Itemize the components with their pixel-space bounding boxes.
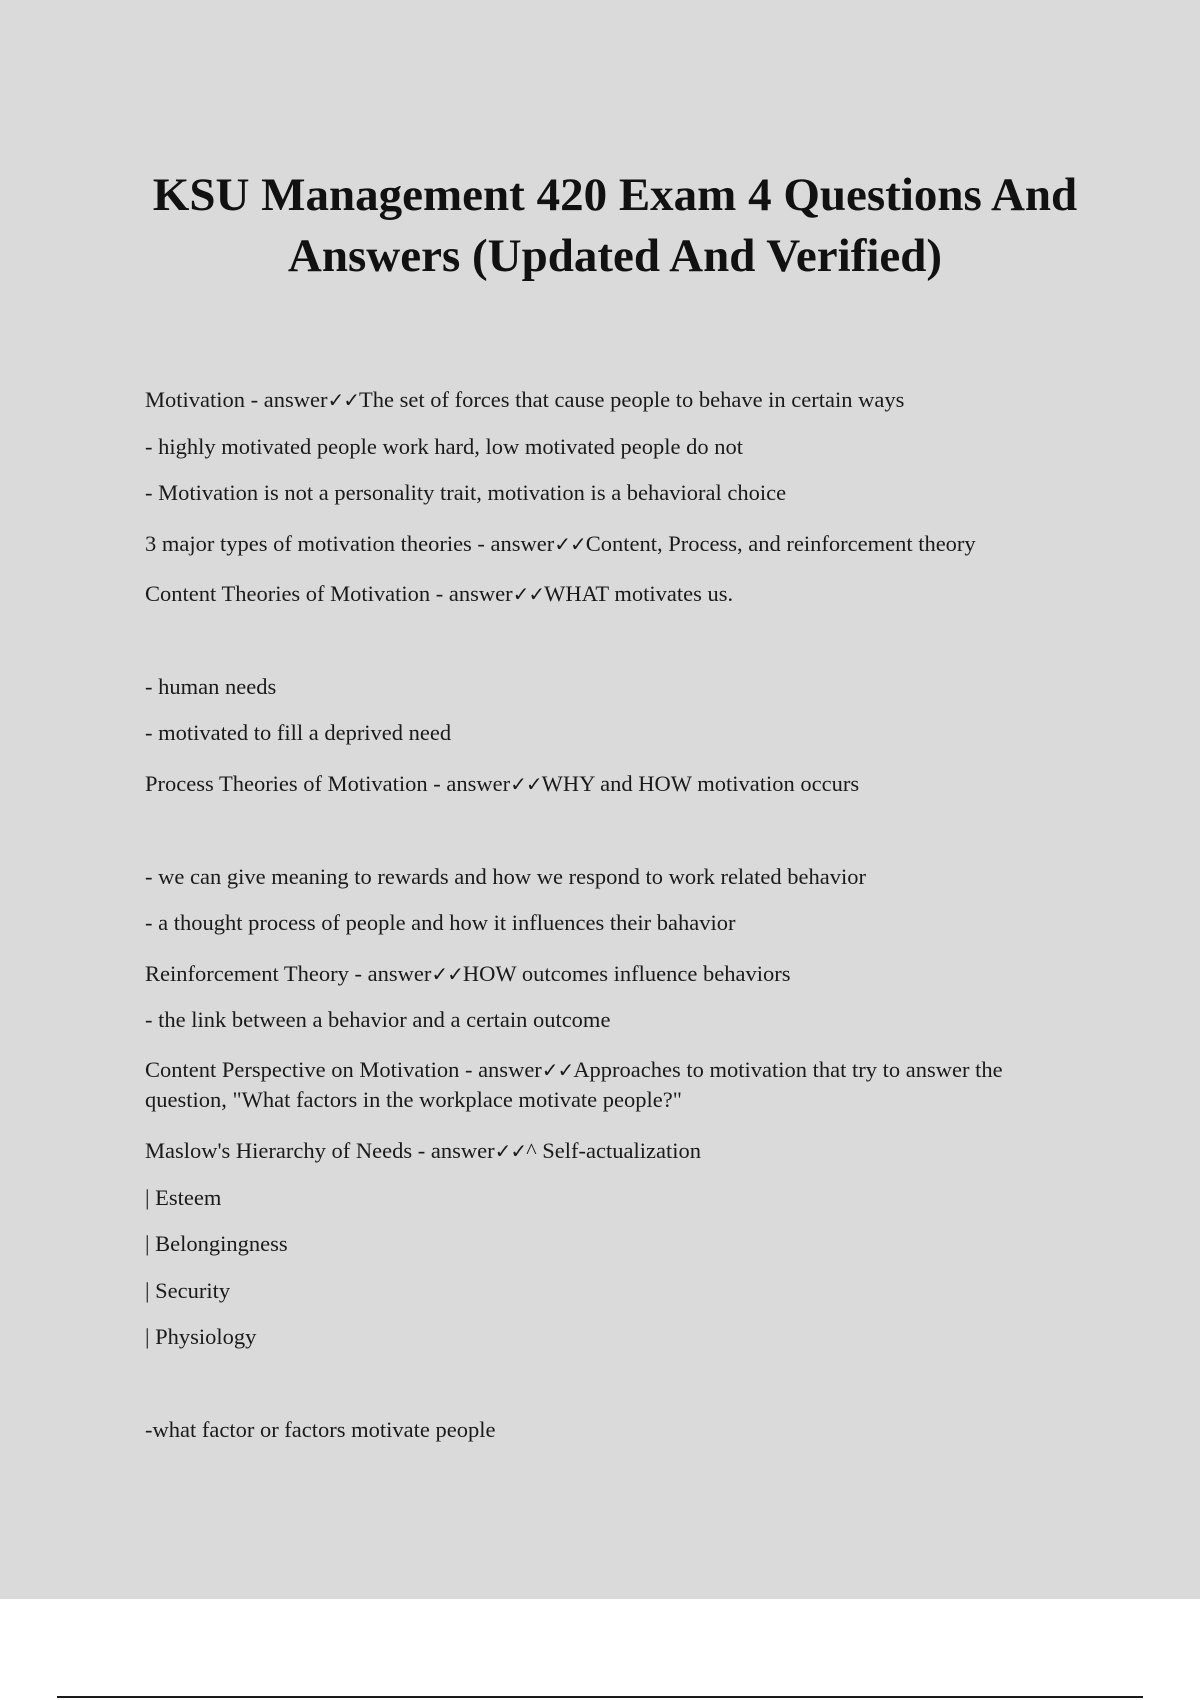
qa-answer: WHAT motivates us.: [544, 581, 734, 606]
text-line: | Physiology: [145, 1324, 257, 1349]
qa-answer: Approaches to motivation that try to answer the question, "What factors in the workplace motivate people?": [145, 1057, 1003, 1112]
text-line: - we can give meaning to rewards and how we respond to work related behavior: [145, 864, 866, 889]
check-mark-icon: ✓✓: [494, 1139, 527, 1163]
text-line: - a thought process of people and how it influences their bahavior: [145, 910, 736, 935]
qa-line-content-perspective: [145, 1055, 1090, 1115]
qa-answer: Content, Process, and reinforcement theory: [585, 531, 976, 556]
check-mark-icon: ✓✓: [327, 388, 359, 412]
qa-term: 3 major types of motivation theories - answer: [145, 531, 555, 556]
qa-term: Process Theories of Motivation - answer: [145, 771, 511, 796]
text-line: - human needs: [145, 674, 277, 699]
qa-term: Maslow's Hierarchy of Needs - answer: [145, 1138, 495, 1163]
document-title: KSU Management 420 Exam 4 Questions And Answers (Updated And Verified): [152, 169, 1078, 282]
text-line: -what factor or factors motivate people: [145, 1417, 496, 1442]
qa-answer: HOW outcomes influence behaviors: [462, 961, 791, 986]
qa-answer: WHY and HOW motivation occurs: [541, 771, 860, 796]
qa-line-maslow: [145, 1136, 1090, 1166]
text-line: | Belongingness: [145, 1231, 288, 1256]
text-line: - the link between a behavior and a certain outcome: [145, 1007, 611, 1032]
qa-answer: ^ Self-actualization: [526, 1138, 701, 1163]
qa-line-content-theories: [145, 579, 1090, 609]
check-mark-icon: ✓✓: [512, 582, 545, 606]
text-line: | Esteem: [145, 1185, 222, 1210]
footer-divider: [57, 1696, 1143, 1698]
qa-line-process-theories: [145, 769, 1090, 799]
qa-term: Reinforcement Theory - answer: [145, 961, 432, 986]
text-line: - Motivation is not a personality trait, motivation is a behavioral choice: [145, 480, 787, 505]
qa-line-motivation: [145, 385, 1090, 415]
check-mark-icon: ✓✓: [541, 1058, 574, 1082]
qa-line-reinforcement-theory: [145, 959, 1090, 989]
check-mark-icon: ✓✓: [554, 532, 586, 556]
qa-term: Content Theories of Motivation - answer: [145, 581, 513, 606]
check-mark-icon: ✓✓: [510, 772, 542, 796]
text-line: - motivated to fill a deprived need: [145, 720, 452, 745]
qa-line-motivation-types: [145, 529, 1090, 559]
qa-term: Motivation - answer: [145, 387, 328, 412]
text-line: | Security: [145, 1278, 231, 1303]
qa-answer: The set of forces that cause people to behave in certain ways: [358, 387, 905, 412]
check-mark-icon: ✓✓: [431, 962, 463, 986]
text-line: - highly motivated people work hard, low motivated people do not: [145, 434, 743, 459]
qa-term: Content Perspective on Motivation - answer: [145, 1057, 542, 1082]
